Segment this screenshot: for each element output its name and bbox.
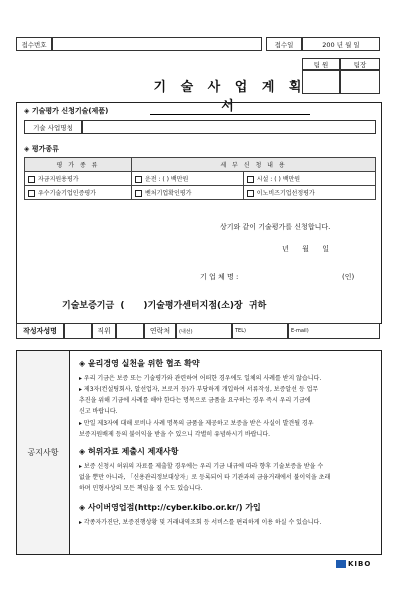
list-item: 추진을 위해 기금에 사례를 해야 한다는 명목으로 금품을 요구하는 경우 즉시 우리 기금에 <box>79 397 311 404</box>
option-innobiz[interactable]: 이노비즈기업선정평가 <box>243 186 375 200</box>
list-item: 하며 민형사상의 모든 책임을 질 수도 있습니다. <box>79 485 203 492</box>
position-label: 직위 <box>92 323 116 339</box>
option-operating[interactable]: 운전 : ( ) 백만원 <box>132 172 244 186</box>
checkbox[interactable] <box>135 176 142 183</box>
notice-heading-cyber: ◈ 사이버영업점(http://cyber.kibo.or.kr/) 가입 <box>79 503 261 512</box>
list-item: ▸ 제3자(컨설팅회사, 알선업자, 브로커 등)가 부당하게 개입하여 서류작성, 보증알선 등 업무 <box>79 386 319 393</box>
checkbox[interactable] <box>247 176 254 183</box>
receipt-date-value[interactable]: 200 년 월 일 <box>302 37 380 51</box>
team-lead-sign[interactable] <box>340 70 380 94</box>
position-input[interactable] <box>116 323 144 339</box>
receipt-no-field[interactable] <box>52 37 262 51</box>
list-item: 없을 뿐만 아니라, 「신용관리정보대상자」로 등록되어 타 기관과의 금융거래에서 불이익을 초래 <box>79 474 331 481</box>
list-item: ▸ 보증 신청시 허위의 자료를 제출할 경우에는 우리 기금 내규에 따라 향후 기술보증을 받을 수 <box>79 463 324 470</box>
kibo-logo-icon <box>336 560 346 568</box>
receipt-no-label: 접수번호 <box>16 37 52 51</box>
contact-input[interactable]: (내선) <box>176 323 232 339</box>
tech-name-input[interactable] <box>82 120 376 134</box>
list-item: ▸ 우리 기금은 보증 또는 기술평가와 관련하여 어떠한 경우에도 일체의 사례를 받지 않습니다. <box>79 375 322 382</box>
team-member-label: 팀 원 <box>302 58 340 70</box>
col-type-header: 평 가 종 류 <box>25 158 132 172</box>
kibo-logo: KIBO <box>336 560 371 568</box>
receipt-date-label: 접수일 <box>266 37 302 51</box>
writer-name-input[interactable] <box>64 323 92 339</box>
table-row <box>25 186 376 200</box>
option-facility[interactable]: 시설 : ( ) 백만원 <box>243 172 375 186</box>
list-item: 보증지원배제 등의 불이익을 받을 수 있으니 각별히 유념하시기 바랍니다. <box>79 431 271 438</box>
addressee: 기술보증기금 ( )기술평가센터지점(소)장 귀하 <box>62 301 267 311</box>
list-item: ▸ 각종자가진단, 보증진행상황 및 거래내역조회 등 서비스를 편리하게 이용 하실 수 있습니다. <box>79 519 322 526</box>
checkbox[interactable] <box>247 190 254 197</box>
option-venture[interactable]: 벤처기업확인평가 <box>132 186 244 200</box>
checkbox[interactable] <box>28 176 35 183</box>
notice-box <box>16 350 382 555</box>
list-item: ▸ 만일 제3자에 대해 로비나 사례 명목의 금품을 제공하고 보증을 받은 사실이 발견될 경우 <box>79 420 314 427</box>
col-detail-header: 세 부 신 청 내 용 <box>132 158 376 172</box>
document-title: 기 술 사 업 계 획 서 <box>150 76 310 115</box>
date-line: 년 월 일 <box>282 245 329 253</box>
section1-heading: ◈ 기술평가 신청기술(제품) <box>24 107 109 115</box>
notice-heading-ethics: ◈ 윤리경영 실천을 위한 협조 확약 <box>79 359 200 368</box>
checkbox[interactable] <box>135 190 142 197</box>
notice-label: 공지사항 <box>17 351 70 554</box>
declaration-text: 상기와 같이 기술평가를 신청합니다. <box>220 223 331 231</box>
checkbox[interactable] <box>28 190 35 197</box>
application-frame <box>16 102 382 324</box>
evaluation-table <box>24 157 376 200</box>
tel-label: TEL <box>235 328 244 334</box>
option-excellent-tech[interactable]: 우수기술기업인증평가 <box>25 186 132 200</box>
contact-label: 연락처 <box>144 323 176 339</box>
section2-heading: ◈ 평가종류 <box>24 145 59 153</box>
applicant-label: 기 업 체 명 : <box>200 273 239 281</box>
team-lead-label: 팀장 <box>340 58 380 70</box>
list-item: 신고 바랍니다. <box>79 408 118 415</box>
table-row <box>25 172 376 186</box>
email-input[interactable]: E-mail ) <box>288 323 380 339</box>
tech-name-label: 기술 사업명칭 <box>24 120 82 134</box>
option-funding[interactable]: 자금지원용평가 <box>25 172 132 186</box>
writer-name-label: 작성자성명 <box>16 323 64 339</box>
seal-mark: (인) <box>342 273 355 281</box>
notice-heading-false-data: ◈ 허위자료 제출시 제재사항 <box>79 447 179 456</box>
tel-input[interactable]: TEL ) <box>232 323 288 339</box>
email-label: E-mail <box>291 328 307 334</box>
